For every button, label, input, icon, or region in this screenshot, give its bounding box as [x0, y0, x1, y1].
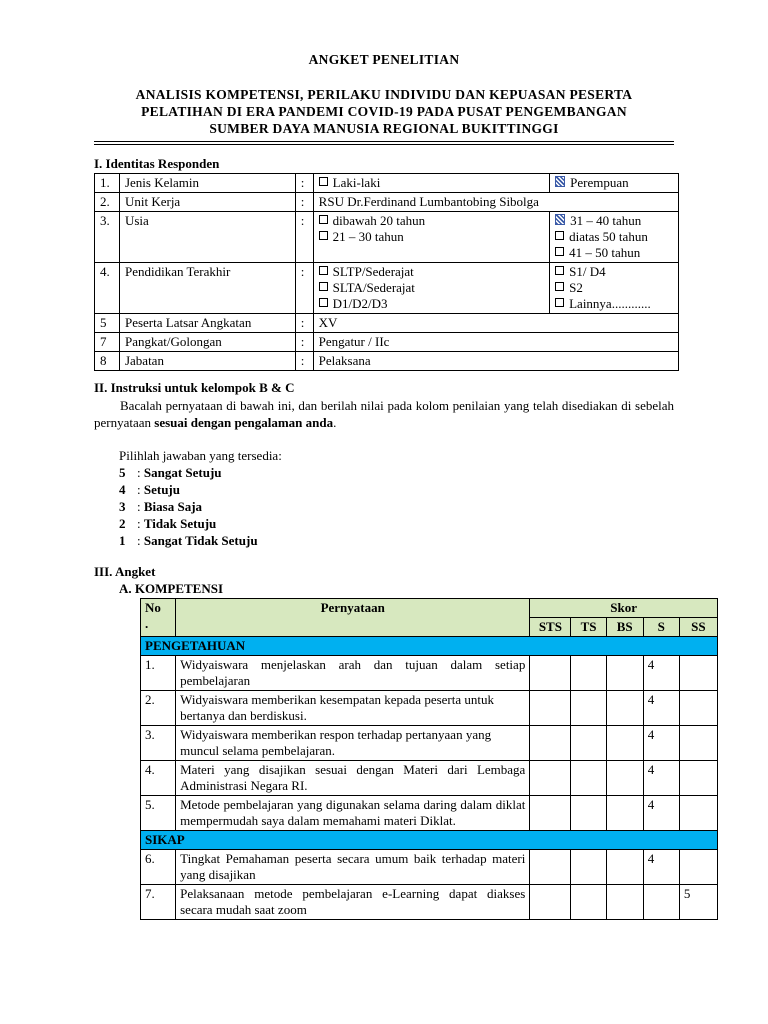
education-options-right [550, 263, 679, 314]
row-number: 8 [95, 352, 120, 371]
pangkat-value[interactable]: Pengatur / IIc [313, 333, 678, 352]
table-row [95, 352, 679, 371]
gender-female-option[interactable]: Perempuan [550, 174, 679, 193]
row-sep: : [295, 314, 313, 333]
item-statement: Metode pembelajaran yang digunakan selama daring dalam diklat mempermudah saya dalam memahami materi Diklat. [176, 796, 530, 831]
row-sep: : [295, 174, 313, 193]
score-cell-ss[interactable] [679, 656, 717, 691]
age-option[interactable]: diatas 50 tahun [555, 229, 673, 245]
scale-item: 1 : Sangat Tidak Setuju [119, 533, 258, 548]
age-option[interactable]: 41 – 50 tahun [555, 245, 673, 261]
score-cell-sts[interactable] [530, 796, 571, 831]
age-option[interactable]: dibawah 20 tahun [319, 213, 544, 229]
doc-title: ANGKET PENELITIAN [308, 52, 460, 67]
doc-subtitle [0, 86, 768, 137]
score-cell-s[interactable]: 4 [643, 656, 679, 691]
score-cell-ts[interactable] [571, 850, 606, 885]
score-cell-ts[interactable] [571, 691, 606, 726]
checkbox-empty-icon[interactable] [319, 266, 328, 275]
category-row [141, 637, 718, 656]
item-number: 5. [141, 796, 176, 831]
item-statement: Tingkat Pemahaman peserta secara umum baik terhadap materi yang disajikan [176, 850, 530, 885]
instruction-paragraph: Bacalah pernyataan di bawah ini, dan berilah nilai pada kolom penilaian yang telah disediakan di sebelah pernyataan sesuai dengan pengalaman anda. [94, 398, 674, 430]
title-divider [94, 141, 674, 142]
table-row [141, 726, 718, 761]
gender-male-option[interactable]: Laki-laki [313, 174, 549, 193]
col-score-header: Skor [530, 599, 718, 618]
col-ts-header: TS [571, 618, 606, 637]
checkbox-empty-icon[interactable] [555, 298, 564, 307]
kompetensi-table [140, 598, 718, 920]
row-label: Jabatan [119, 352, 295, 371]
score-cell-bs[interactable] [606, 885, 643, 920]
score-cell-ss[interactable] [679, 850, 717, 885]
kompetensi-heading: A. KOMPETENSI [119, 581, 224, 596]
education-option[interactable]: SLTP/Sederajat [319, 264, 544, 280]
table-row [141, 885, 718, 920]
score-cell-bs[interactable] [606, 850, 643, 885]
score-cell-sts[interactable] [530, 691, 571, 726]
score-cell-ss[interactable] [679, 691, 717, 726]
subtitle-line: PELATIHAN DI ERA PANDEMI COVID-19 PADA PUSAT PENGEMBANGAN [141, 104, 627, 119]
score-cell-bs[interactable] [606, 691, 643, 726]
row-number: 1. [95, 174, 120, 193]
col-bs-header: BS [606, 618, 643, 637]
title-divider [94, 144, 674, 145]
unit-kerja-value[interactable]: RSU Dr.Ferdinand Lumbantobing Sibolga [313, 193, 678, 212]
row-sep: : [295, 193, 313, 212]
education-option[interactable]: D1/D2/D3 [319, 296, 544, 312]
table-row [141, 850, 718, 885]
table-row [95, 212, 679, 263]
scale-item: 2 : Tidak Setuju [119, 516, 217, 531]
education-options-left [313, 263, 549, 314]
row-label: Jenis Kelamin [119, 174, 295, 193]
item-statement: Widyaiswara memberikan respon terhadap pertanyaan yang muncul selama pembelajaran. [176, 726, 530, 761]
score-cell-ss[interactable] [679, 761, 717, 796]
col-ss-header: SS [679, 618, 717, 637]
score-cell-ts[interactable] [571, 656, 606, 691]
row-sep: : [295, 212, 313, 263]
age-option[interactable]: 21 – 30 tahun [319, 229, 544, 245]
item-number: 1. [141, 656, 176, 691]
row-label: Peserta Latsar Angkatan [119, 314, 295, 333]
score-cell-ts[interactable] [571, 726, 606, 761]
row-number: 4. [95, 263, 120, 314]
score-cell-ss[interactable] [679, 796, 717, 831]
score-cell-sts[interactable] [530, 850, 571, 885]
category-pengetahuan: PENGETAHUAN [141, 637, 718, 656]
section-instruction-heading: II. Instruksi untuk kelompok B & C [94, 380, 295, 395]
score-cell-sts[interactable] [530, 726, 571, 761]
score-cell-s[interactable] [643, 885, 679, 920]
score-cell-ss[interactable] [679, 726, 717, 761]
score-cell-s[interactable]: 4 [643, 796, 679, 831]
education-option[interactable]: Lainnya............ [555, 296, 673, 312]
checkbox-empty-icon[interactable] [319, 177, 328, 186]
age-options-right [550, 212, 679, 263]
item-number: 2. [141, 691, 176, 726]
col-no-header: No . [141, 599, 176, 637]
row-sep: : [295, 263, 313, 314]
row-label: Usia [119, 212, 295, 263]
score-cell-sts[interactable] [530, 761, 571, 796]
education-option[interactable]: S2 [555, 280, 673, 296]
score-cell-s[interactable]: 4 [643, 761, 679, 796]
score-cell-ts[interactable] [571, 761, 606, 796]
checkbox-empty-icon[interactable] [319, 282, 328, 291]
latsar-value[interactable]: XV [313, 314, 678, 333]
education-option[interactable]: SLTA/Sederajat [319, 280, 544, 296]
score-cell-ts[interactable] [571, 796, 606, 831]
age-option[interactable]: 31 – 40 tahun [555, 213, 673, 229]
row-sep: : [295, 333, 313, 352]
col-s-header: S [643, 618, 679, 637]
section-identity-heading: I. Identitas Responden [94, 156, 220, 171]
score-cell-ts[interactable] [571, 885, 606, 920]
identity-table [94, 173, 679, 371]
score-cell-s[interactable]: 4 [643, 850, 679, 885]
score-cell-sts[interactable] [530, 656, 571, 691]
education-option[interactable]: S1/ D4 [555, 264, 673, 280]
score-cell-bs[interactable] [606, 656, 643, 691]
scale-item: 5 : Sangat Setuju [119, 465, 222, 480]
table-row [141, 691, 718, 726]
age-options-left [313, 212, 549, 263]
item-number: 6. [141, 850, 176, 885]
row-number: 7 [95, 333, 120, 352]
score-cell-bs[interactable] [606, 761, 643, 796]
score-cell-ss[interactable]: 5 [679, 885, 717, 920]
table-row [141, 761, 718, 796]
checkbox-empty-icon[interactable] [555, 247, 564, 256]
table-row [141, 656, 718, 691]
row-label: Pendidikan Terakhir [119, 263, 295, 314]
col-statement-header: Pernyataan [176, 599, 530, 637]
checkbox-empty-icon[interactable] [555, 282, 564, 291]
item-statement: Materi yang disajikan sesuai dengan Materi dari Lembaga Administrasi Negara RI. [176, 761, 530, 796]
item-number: 4. [141, 761, 176, 796]
table-row [141, 796, 718, 831]
table-row [95, 333, 679, 352]
item-statement: Pelaksanaan metode pembelajaran e-Learning dapat diakses secara mudah saat zoom [176, 885, 530, 920]
checkbox-empty-icon[interactable] [319, 298, 328, 307]
checkbox-empty-icon[interactable] [555, 231, 564, 240]
row-label: Unit Kerja [119, 193, 295, 212]
score-cell-bs[interactable] [606, 726, 643, 761]
item-number: 3. [141, 726, 176, 761]
section-survey-heading: III. Angket [94, 564, 156, 579]
row-sep: : [295, 352, 313, 371]
table-header-row [141, 599, 718, 618]
score-cell-s[interactable]: 4 [643, 691, 679, 726]
table-row [95, 263, 679, 314]
row-number: 2. [95, 193, 120, 212]
row-label: Pangkat/Golongan [119, 333, 295, 352]
score-cell-bs[interactable] [606, 796, 643, 831]
checkbox-empty-icon[interactable] [319, 231, 328, 240]
col-sts-header: STS [530, 618, 571, 637]
item-statement: Widyaiswara menjelaskan arah dan tujuan dalam setiap pembelajaran [176, 656, 530, 691]
score-cell-s[interactable]: 4 [643, 726, 679, 761]
subtitle-line: SUMBER DAYA MANUSIA REGIONAL BUKITTINGGI [209, 121, 559, 136]
category-row [141, 831, 718, 850]
score-cell-sts[interactable] [530, 885, 571, 920]
category-sikap: SIKAP [141, 831, 718, 850]
row-number: 3. [95, 212, 120, 263]
item-number: 7. [141, 885, 176, 920]
subtitle-line: ANALISIS KOMPETENSI, PERILAKU INDIVIDU DAN KEPUASAN PESERTA [135, 87, 633, 102]
choose-instruction: Pilihlah jawaban yang tersedia: [119, 448, 282, 463]
table-row [95, 174, 679, 193]
scale-item: 4 : Setuju [119, 482, 180, 497]
checkbox-checked-icon[interactable] [555, 176, 565, 187]
row-number: 5 [95, 314, 120, 333]
jabatan-value[interactable]: Pelaksana [313, 352, 678, 371]
scale-item: 3 : Biasa Saja [119, 499, 203, 514]
scale-legend [119, 464, 258, 549]
item-statement: Widyaiswara memberikan kesempatan kepada peserta untuk bertanya dan berdiskusi. [176, 691, 530, 726]
table-row [95, 193, 679, 212]
table-row [95, 314, 679, 333]
checkbox-empty-icon[interactable] [319, 215, 328, 224]
checkbox-checked-icon[interactable] [555, 214, 565, 225]
checkbox-empty-icon[interactable] [555, 266, 564, 275]
